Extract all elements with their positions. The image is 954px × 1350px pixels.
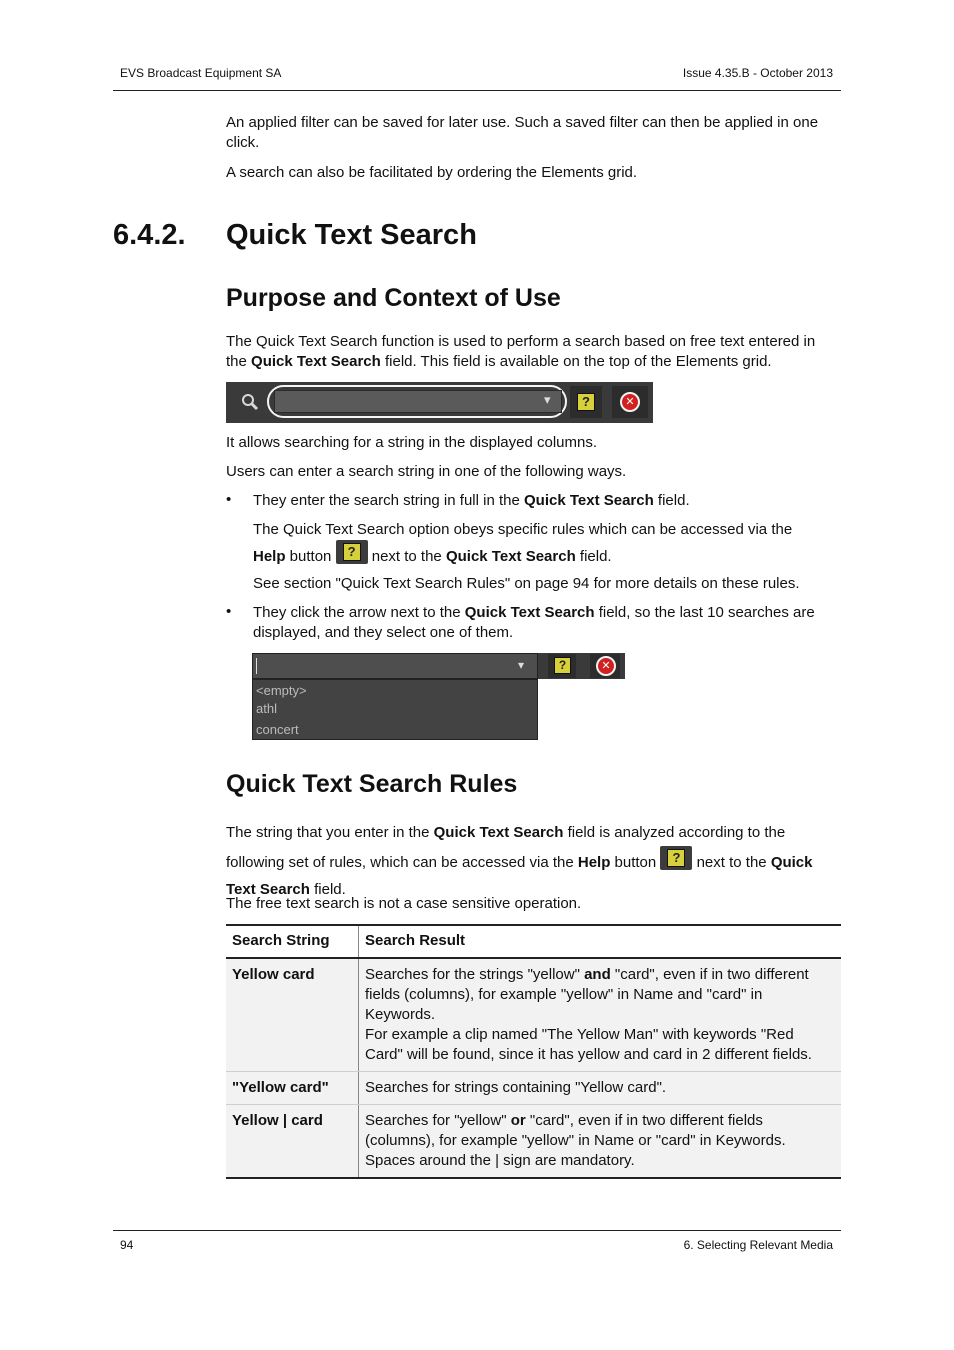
inline-help-button	[660, 846, 692, 870]
table-row	[226, 1072, 841, 1105]
see-section-text: See section "Quick Text Search Rules" on page 94 for more details on these rules.	[253, 575, 800, 592]
purpose-paragraph-3: Users can enter a search string in one of the following ways.	[226, 463, 627, 480]
bullet-1-text: They enter the search string in full in the Quick Text Search field.	[253, 492, 690, 509]
dropdown-arrow-icon[interactable]: ▾	[544, 392, 551, 407]
search-result-cell: Searches for strings containing "Yellow card".	[359, 1072, 842, 1105]
close-icon: ✕	[620, 392, 640, 412]
recent-searches-dropdown	[252, 679, 538, 740]
bullet-1-marker: •	[226, 491, 232, 508]
clear-button[interactable]	[590, 654, 620, 678]
search-string-cell: "Yellow card"	[226, 1072, 359, 1105]
bullet-2-marker: •	[226, 603, 232, 620]
dropdown-item[interactable]: athl	[256, 701, 277, 716]
rules-paragraph-2: The free text search is not a case sensitive operation.	[226, 895, 582, 912]
table-row	[226, 1105, 841, 1179]
column-header: Search String	[226, 925, 359, 958]
intro-paragraph-1: An applied filter can be saved for later use. Such a saved filter can then be applied in one click.	[226, 114, 819, 151]
rules-paragraph-1: The string that you enter in the Quick Text Search field is analyzed according to the following set of rules, which can be accessed via the Help button ? next to the Quick Text Search field.	[226, 824, 813, 898]
help-icon: ?	[577, 393, 595, 411]
bullet-2-text: They click the arrow next to the Quick Text Search field, so the last 10 searches are displayed, and they select one of them.	[253, 604, 815, 641]
help-button[interactable]	[548, 654, 576, 678]
search-result-cell: Searches for the strings "yellow" and "card", even if in two different fields (columns), for example "yellow" in Name and "card" in Keywords. For example a clip named "The Yellow Man" with keywords "Red Card" will be found, since it has yellow and card in 2 different fields.	[359, 958, 842, 1072]
help-icon: ?	[554, 657, 571, 674]
section-title: Quick Text Search	[226, 219, 477, 251]
search-icon	[240, 392, 260, 412]
dropdown-arrow-icon[interactable]: ▾	[518, 658, 525, 672]
rule-access-text-line2: Help button ? next to the Quick Text Search field.	[253, 540, 839, 567]
help-button[interactable]	[570, 386, 602, 418]
help-icon: ?	[667, 849, 685, 867]
search-string-cell: Yellow card	[226, 958, 359, 1072]
search-input[interactable]	[252, 653, 538, 679]
table-row	[226, 958, 841, 1072]
header-rule	[113, 90, 841, 91]
column-header: Search Result	[359, 925, 842, 958]
quick-text-search-toolbar-open	[252, 653, 625, 679]
search-result-cell: Searches for "yellow" or "card", even if in two different fields (columns), for example "yellow" in Name or "card" in Keywords. Spaces around the | sign are mandatory.	[359, 1105, 842, 1179]
header-right: Issue 4.35.B - October 2013	[682, 66, 833, 80]
clear-button[interactable]	[612, 386, 648, 418]
footer-chapter: 6. Selecting Relevant Media	[683, 1238, 833, 1252]
table-header-row	[226, 925, 841, 958]
rules-heading: Quick Text Search Rules	[226, 770, 518, 798]
quick-text-search-toolbar	[226, 382, 653, 423]
search-string-cell: Yellow | card	[226, 1105, 359, 1179]
purpose-heading: Purpose and Context of Use	[226, 284, 561, 312]
intro-paragraph-2: A search can also be facilitated by ordering the Elements grid.	[226, 164, 638, 181]
inline-help-button	[336, 540, 368, 564]
search-input[interactable]	[274, 390, 562, 413]
purpose-paragraph-2: It allows searching for a string in the displayed columns.	[226, 434, 598, 451]
dropdown-item[interactable]: concert	[256, 722, 299, 737]
section-number: 6.4.2.	[113, 219, 186, 251]
header-left: EVS Broadcast Equipment SA	[120, 66, 282, 80]
page-number: 94	[120, 1238, 134, 1252]
close-icon: ✕	[596, 656, 616, 676]
dropdown-item[interactable]: <empty>	[256, 683, 307, 698]
text-cursor	[256, 658, 257, 674]
purpose-paragraph-1: The Quick Text Search function is used to perform a search based on free text entered in the Quick Text Search field. This field is available on the top of the Elements grid.	[226, 333, 816, 370]
search-rules-table	[226, 924, 841, 1179]
rule-access-text-line1: The Quick Text Search option obeys specific rules which can be accessed via the	[253, 521, 793, 538]
help-icon: ?	[343, 543, 361, 561]
footer-rule	[113, 1230, 841, 1231]
